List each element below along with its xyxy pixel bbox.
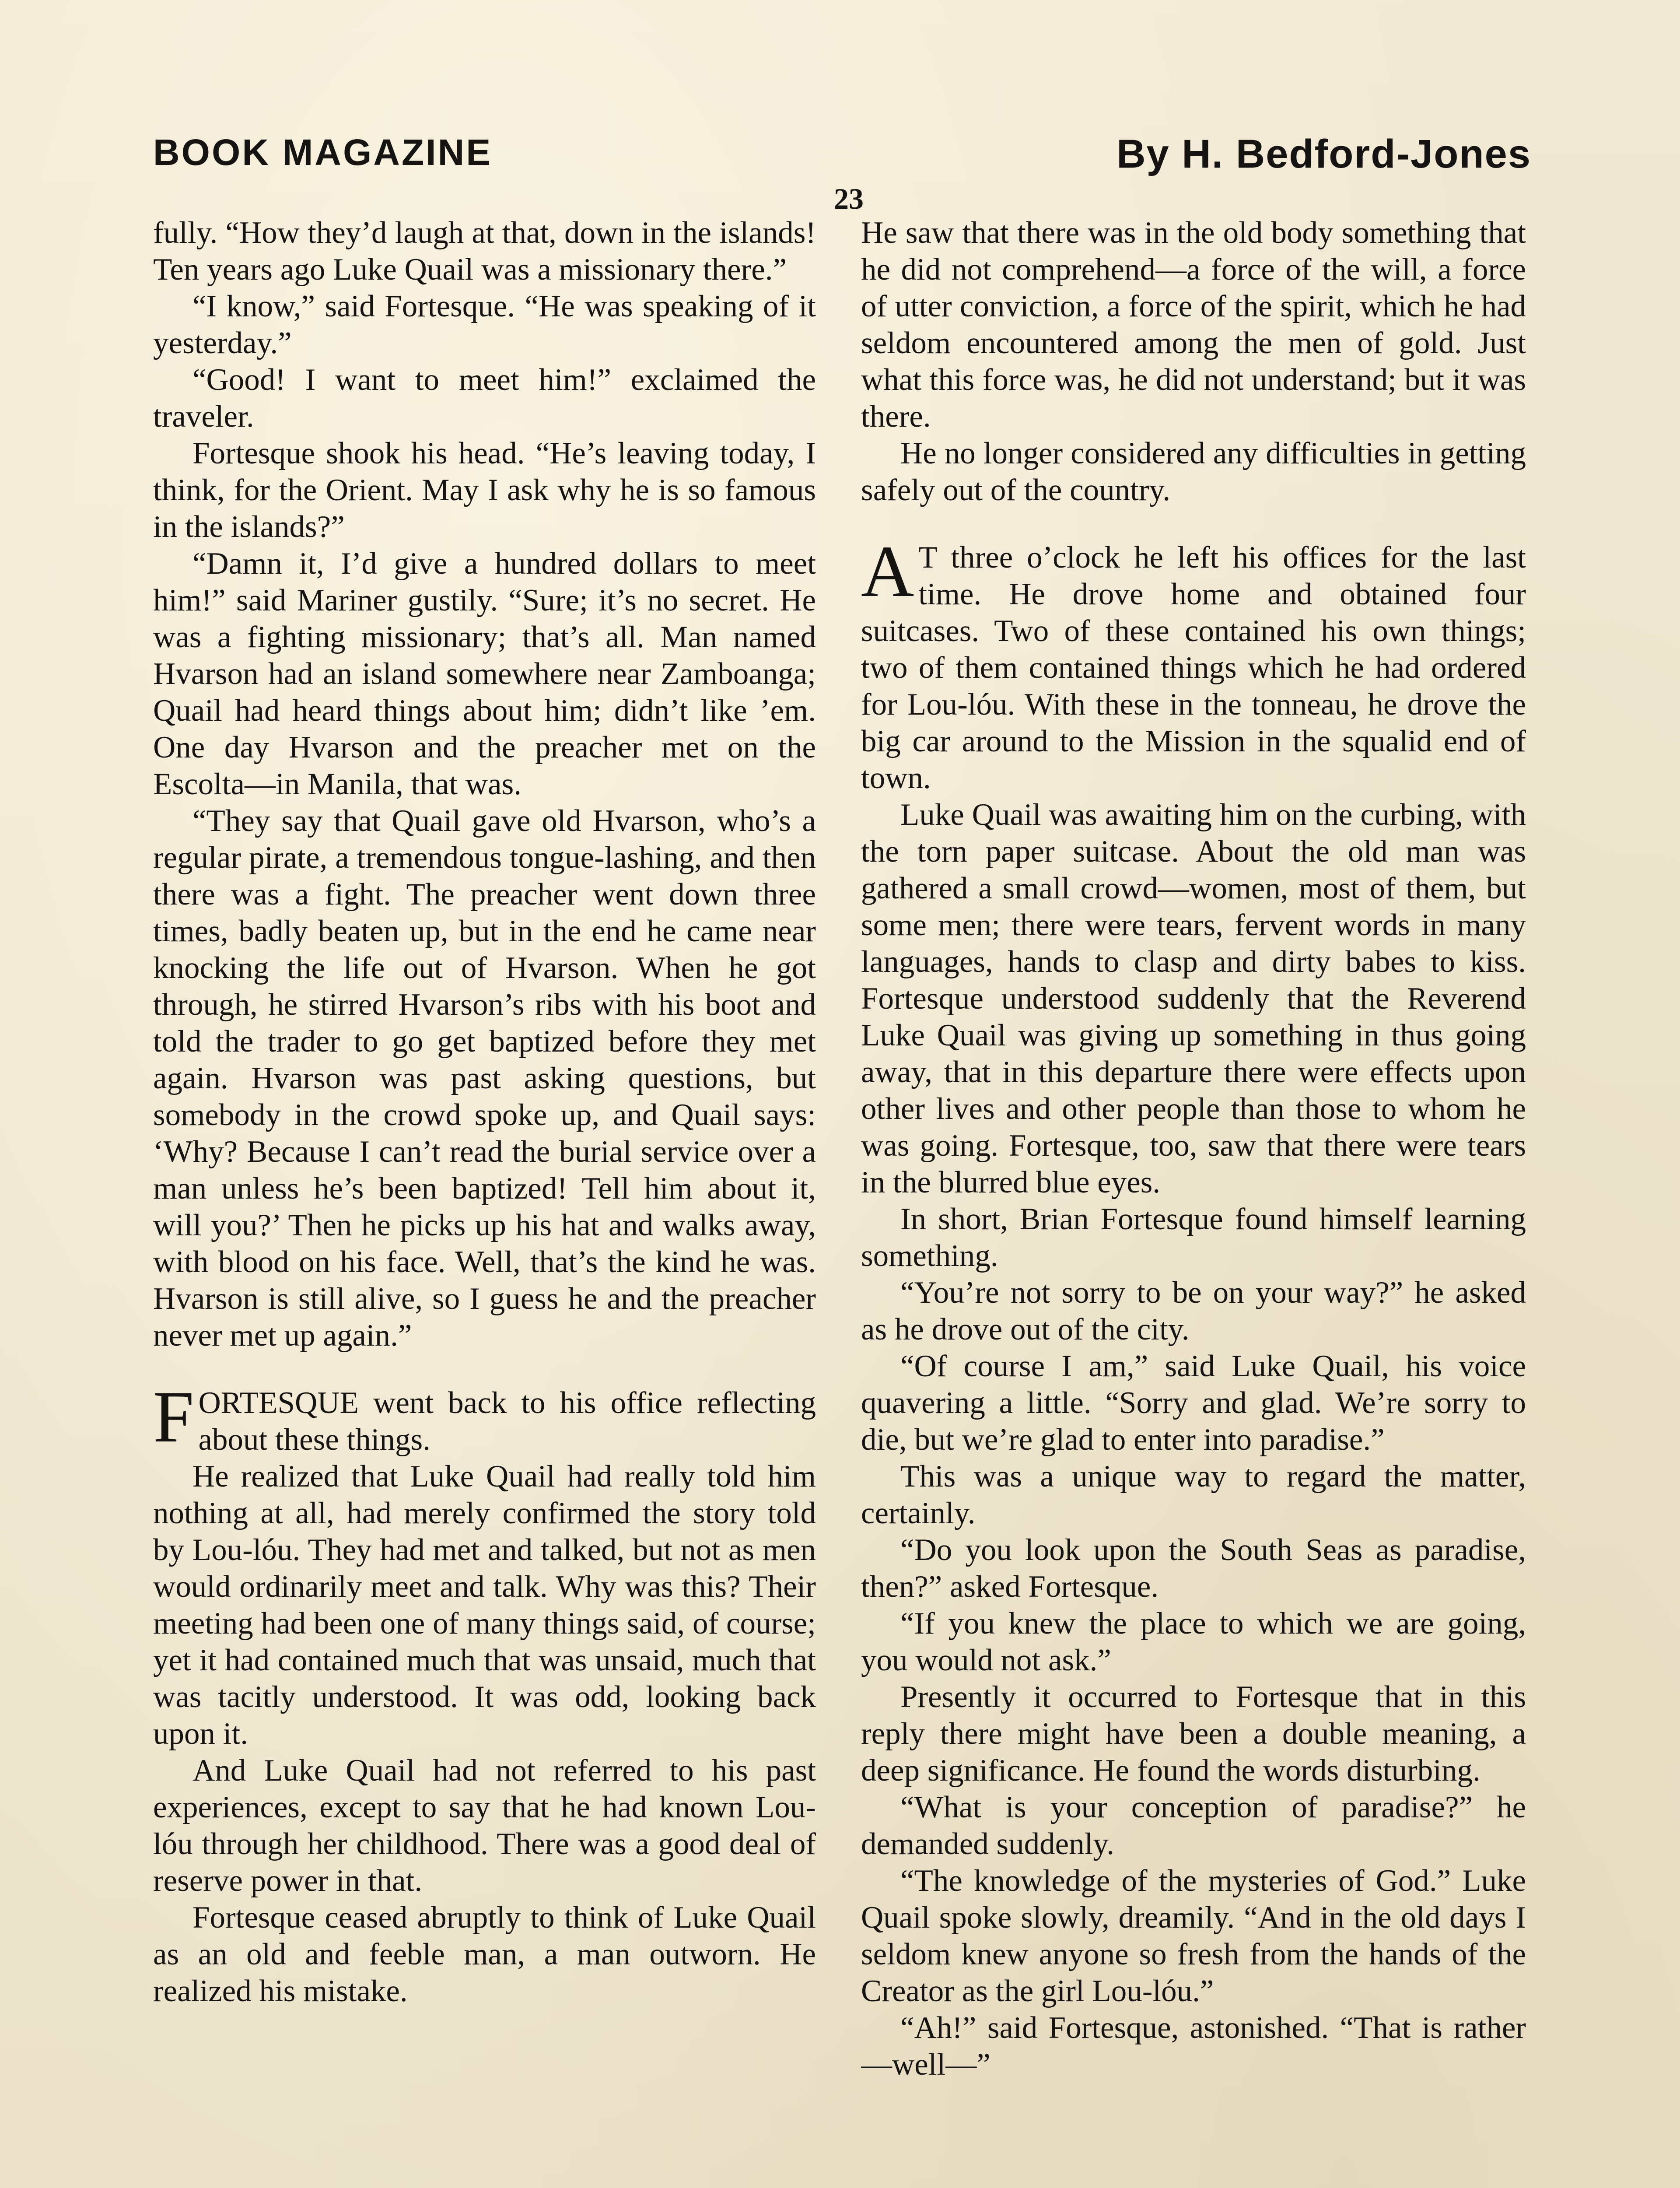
section-opening-text: T three o’clock he left his offices for the last time. He drove home and obtained four suitcases. Two of these contained his own things; two of them contained things which he had ordered for Lou-lóu. With these in the tonneau, he drove the big car around to the Mission in the squalid end of town. [861,540,1526,795]
paragraph: He no longer considered any difficulties in getting safely out of the country. [861,436,1526,507]
paragraph: And Luke Quail had not referred to his past experiences, except to say that he had known Lou-lóu through her childhood. There was a good deal of reserve power in that. [153,1753,816,1898]
paragraph: fully. “How they’d laugh at that, down in the islands! Ten years ago Luke Quail was a missionary there.” [153,216,816,287]
paragraph: “The knowledge of the mysteries of God.” Luke Quail spoke slowly, dreamily. “And in the old days I seldom knew anyone so fresh from the hands of the Creator as the girl Lou-lóu.” [861,1864,1526,2008]
paragraph: “If you knew the place to which we are going, you would not ask.” [861,1606,1526,1677]
paragraph: “You’re not sorry to be on your way?” he asked as he drove out of the city. [861,1276,1526,1346]
paragraph: This was a unique way to regard the matter, certainly. [861,1459,1526,1530]
paragraph: He realized that Luke Quail had really told him nothing at all, had merely confirmed the story told by Lou-lóu. They had met and talked, but not as men would ordinarily meet and talk. Why was this? Their meeting had been one of many things said, of course; yet it had contained much that was unsaid, much that was tacitly understood. It was odd, looking back upon it. [153,1459,816,1751]
paragraph: “They say that Quail gave old Hvarson, who’s a regular pirate, a tremendous tongue-lashing, and then there was a fight. The preacher went down three times, badly beaten up, but in the end he came near knocking the life out of Hvarson. When he got through, he stirred Hvarson’s ribs with his boot and told the trader to go get baptized before they met again. Hvarson was past asking questions, but somebody in the crowd spoke up, and Quail says: ‘Why? Because I can’t read the burial service over a man unless he’s been baptized! Tell him about it, will you?’ Then he picks up his hat and walks away, with blood on his face. Well, that’s the kind he was. Hvarson is still alive, so I guess he and the preacher never met up again.” [153,804,816,1353]
left-text-column [153,214,816,2188]
paragraph: “Good! I want to meet him!” exclaimed the traveler. [153,363,816,434]
paragraph: “Damn it, I’d give a hundred dollars to meet him!” said Mariner gustily. “Sure; it’s no secret. He was a fighting missionary; that’s all. Man named Hvarson had an island somewhere near Zamboanga; Quail had heard things about him; didn’t like ’em. One day Hvarson and the preacher met on the Escolta—in Manila, that was. [153,547,816,801]
paragraph: Luke Quail was awaiting him on the curbing, with the torn paper suitcase. About the old man was gathered a small crowd—women, most of them, but some men; there were tears, fervent words in many languages, hands to clasp and dirty babes to kiss. Fortesque understood suddenly that the Reverend Luke Quail was giving up something in thus going away, that in this departure there were effects upon other lives and other people than those to whom he was going. Fortesque, too, saw that there were tears in the blurred blue eyes. [861,798,1526,1199]
drop-cap: F [153,1376,194,1458]
section-opening-paragraph [153,1376,816,1458]
drop-cap: A [861,531,914,612]
author-byline: By H. Bedford-Jones [1116,132,1531,176]
paragraph: In short, Brian Fortesque found himself learning something. [861,1202,1526,1273]
paragraph: Fortesque ceased abruptly to think of Luke Quail as an old and feeble man, a man outworn. He realized his mistake. [153,1900,816,2008]
page-header [153,131,1531,179]
section-opening-text: ORTESQUE went back to his office reflecting about these things. [198,1386,816,1457]
paragraph: He saw that there was in the old body something that he did not comprehend—a force of the will, a force of utter conviction, a force of the spirit, which he had seldom encountered among the men of gold. Just what this force was, he did not understand; but it was there. [861,216,1526,434]
right-text-column [861,214,1526,2188]
paragraph: “Do you look upon the South Seas as paradise, then?” asked Fortesque. [861,1533,1526,1604]
page-number: 23 [834,182,864,215]
paragraph: “Of course I am,” said Luke Quail, his voice quavering a little. “Sorry and glad. We’re sorry to die, but we’re glad to enter into paradise.” [861,1349,1526,1457]
paragraph: Fortesque shook his head. “He’s leaving today, I think, for the Orient. May I ask why he is so famous in the islands?” [153,436,816,544]
paragraph: Presently it occurred to Fortesque that in this reply there might have been a double meaning, a deep significance. He found the words disturbing. [861,1680,1526,1788]
paragraph: “Ah!” said Fortesque, astonished. “That is rather—well—” [861,2011,1526,2082]
publication-title: BOOK MAGAZINE [153,132,493,173]
section-opening-paragraph [861,531,1526,796]
paragraph: “What is your conception of paradise?” he demanded suddenly. [861,1790,1526,1861]
paragraph: “I know,” said Fortesque. “He was speaking of it yesterday.” [153,289,816,360]
